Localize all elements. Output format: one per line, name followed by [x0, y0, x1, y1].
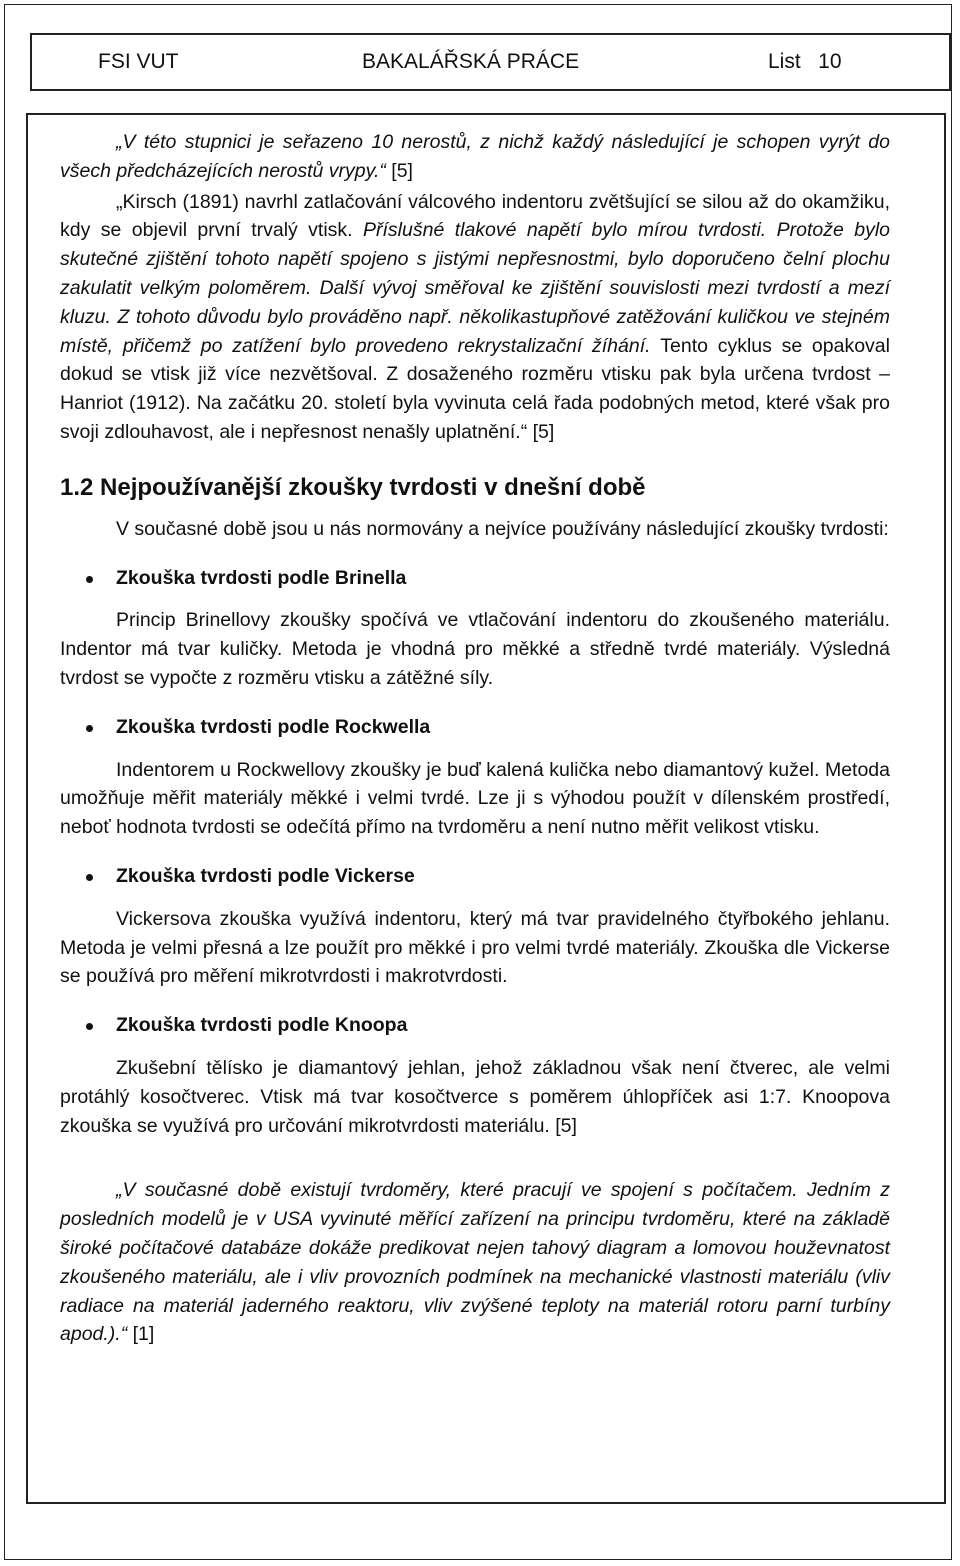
method-title: Zkouška tvrdosti podle Knoopa [116, 1014, 408, 1037]
method-rockwell-text: Indentorem u Rockwellovy zkoušky je buď kalená kulička nebo diamantový kužel. Metoda umožňuje měřit materiály měkké i velmi tvrdé. Lze ji s výhodou použít v dílenském prostředí, neboť hodnota tvrdosti se odečítá přímo na tvrdoměru a není nutno měřit velikost vtisku. [60, 758, 890, 839]
method-vickers-text: Vickersova zkouška využívá indentoru, který má tvar pravidelného čtyřbokého jehlanu. Metoda je velmi přesná a lze použít pro měkké i pro velmi tvrdé materiály. Zkouška dle Vickerse se používá pro měření mikrotvrdosti i makrotvrdosti. [60, 907, 890, 988]
history-text-italic: Příslušné tlakové napětí bylo mírou tvrdosti. Protože bylo skutečné zjištění tohoto napětí spojeno s jistými nepřesnostmi, bylo doporučeno čelní plochu zakulatit velkým poloměrem. Další vývoj směřoval ke zjištění souvislosti mezi tvrdostí a mezí kluzu. Z tohoto důvodu bylo prováděno např. několikastupňové zatěžování kuličkou ve stejném místě, přičemž po zatížení bylo provedeno rekrystalizační žíhání. [60, 219, 890, 357]
quote-2-text: „V současné době existují tvrdoměry, které pracují ve spojení s počítačem. Jedním z posledních modelů je v USA vyvinuté měřící zařízení na principu tvrdoměru, které na základě široké počítačové databáze dokáže predikovat nejen tahový diagram a lomovou houževnatost zkoušeného materiálu, ale i vliv provozních podmínek na mechanické vlastnosti materiálu (vliv radiace na materiál jaderného reaktoru, vliv zvýšené teploty na materiál rotoru parní turbíny apod.).“ [60, 1179, 890, 1346]
bullet-icon [86, 874, 93, 881]
method-title: Zkouška tvrdosti podle Rockwella [116, 715, 431, 738]
header-institution: FSI VUT [98, 50, 179, 73]
bullet-icon [86, 576, 93, 583]
history-text-a: „Kirsch (1891) navrhl zatlačování válcového indentoru zvětšující se silou až do okamžiku, kdy se objevil první trvalý vtisk. [60, 190, 890, 242]
method-brinell-text: Princip Brinellovy zkoušky spočívá ve vtlačování indentoru do zkoušeného materiálu. Indentor má tvar kuličky. Metoda je vhodná pro měkké a středně tvrdé materiály. Výsledná tvrdost se vypočte z rozměru vtisku a zátěžné síly. [60, 609, 890, 689]
page-header [30, 33, 951, 91]
quote-paragraph-2 [60, 1176, 890, 1349]
method-knoop-text: Zkušební tělísko je diamantový jehlan, jehož základnou však není čtverec, ale velmi protáhlý kosočtverec. Vtisk má tvar kosočtverce s poměrem úhlopříček asi 1:7. Knoopova zkouška se využívá pro určování mikrotvrdosti materiálu. [5] [60, 1056, 890, 1137]
method-title: Zkouška tvrdosti podle Brinella [116, 566, 407, 589]
bullet-icon [86, 1023, 93, 1030]
quote-2-reference: [1] [127, 1323, 155, 1346]
quote-1-reference: [5] [385, 159, 413, 182]
header-document-type: BAKALÁŘSKÁ PRÁCE [362, 50, 580, 73]
history-text-b: Tento cyklus se opakoval dokud se vtisk již více nezvětšoval. Z dosaženého rozměru vtisku pak byla určena tvrdost – Hanriot (1912). Na začátku 20. století byla vyvinuta celá řada podobných metod, které však pro svoji zdlouhavost, ale i nepřesnost nenašly uplatnění.“ [5] [60, 334, 890, 443]
bullet-icon [86, 725, 93, 732]
section-heading: 1.2 Nejpoužívanější zkoušky tvrdosti v dnešní době [60, 473, 646, 501]
method-knoop-heading [60, 1011, 890, 1040]
header-page-number: List 10 [768, 50, 842, 73]
method-vickers-heading [60, 862, 890, 891]
history-paragraph [60, 188, 890, 447]
quote-1-text: „V této stupnici je seřazeno 10 nerostů, z nichž každý následující je schopen vyrýt do všech předcházejících nerostů vrypy.“ [60, 131, 890, 182]
method-rockwell-heading [60, 713, 890, 742]
quote-paragraph-1 [60, 128, 890, 186]
method-title: Zkouška tvrdosti podle Vickerse [116, 864, 415, 887]
page-body [60, 128, 890, 1349]
section-intro: V současné době jsou u nás normovány a nejvíce používány následující zkoušky tvrdosti: [116, 517, 889, 540]
method-brinell-heading [60, 564, 890, 593]
